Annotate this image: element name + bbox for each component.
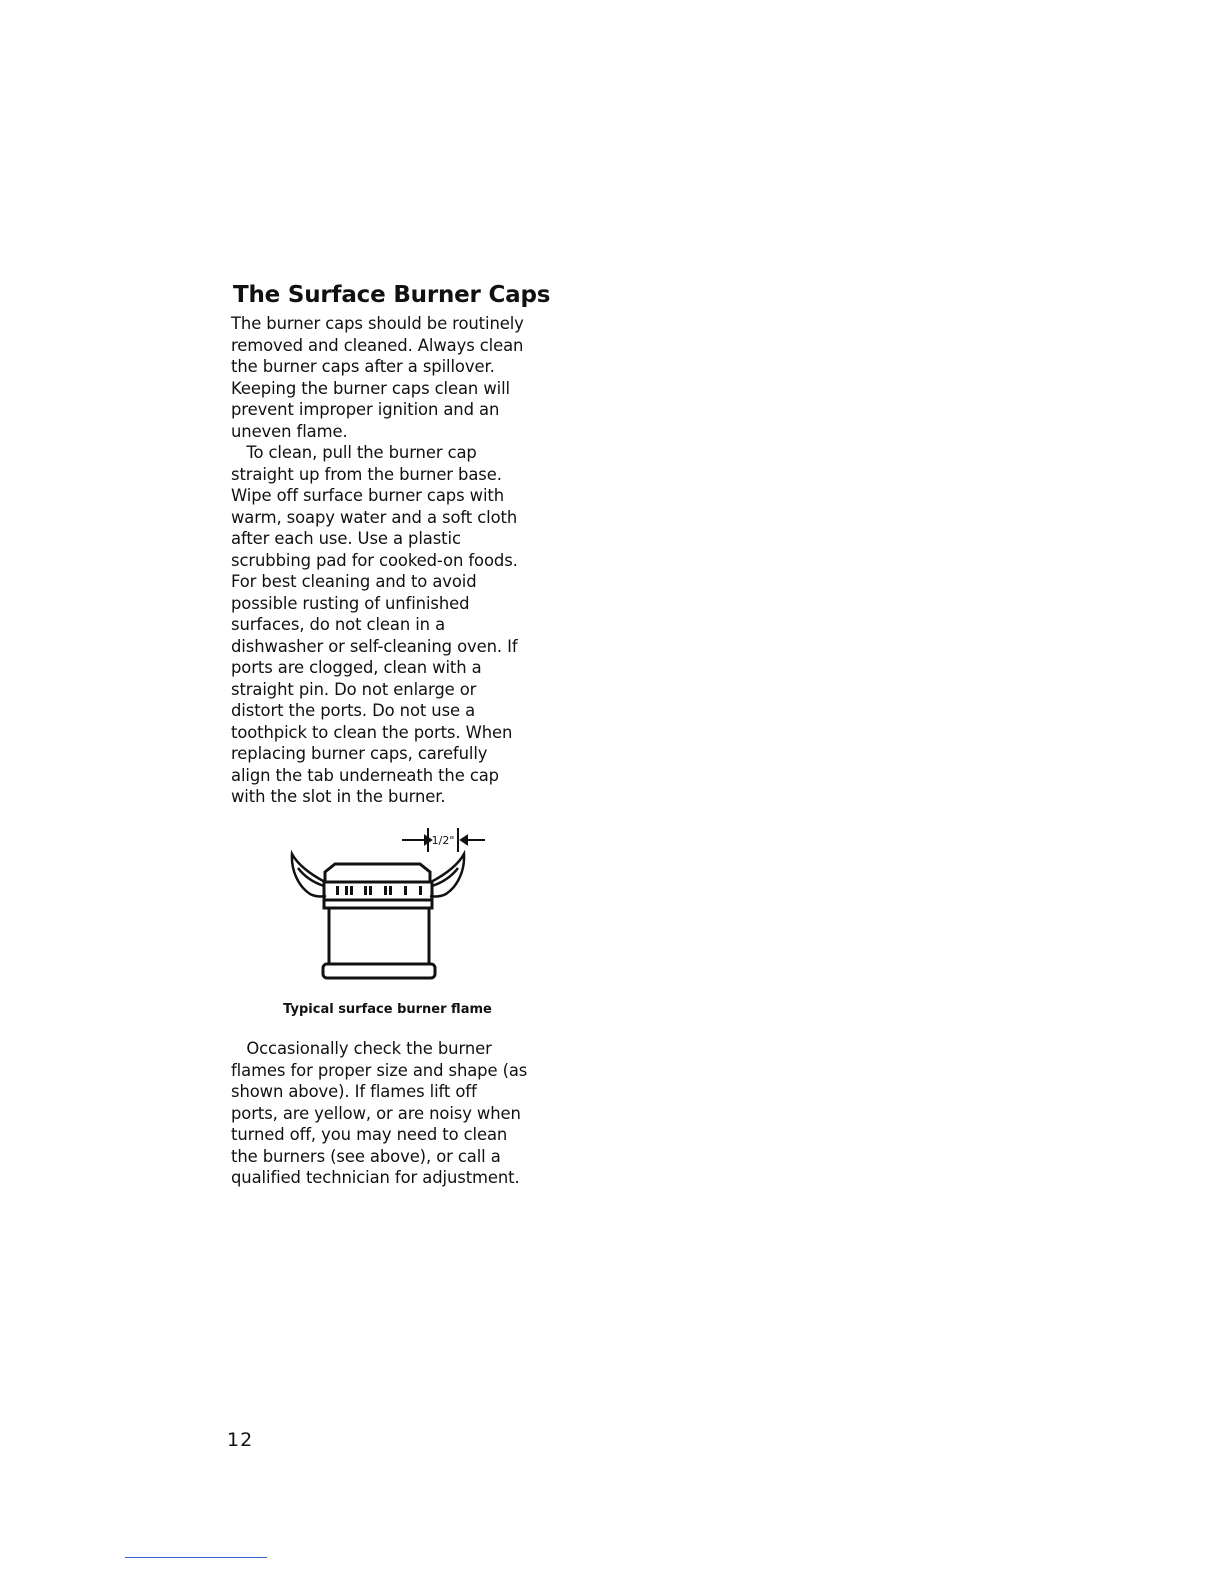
text-line: qualified technician for adjustment. [231, 1168, 520, 1187]
text-line: the burners (see above), or call a [231, 1146, 501, 1166]
burner-cap [324, 864, 432, 908]
flame-check-paragraph [231, 1038, 561, 1189]
text-line: Wipe off surface burner caps with [231, 486, 505, 505]
text-line: Occasionally check the burner [231, 1039, 492, 1058]
text-line: dishwasher or self-cleaning oven. If [231, 636, 518, 656]
text-line: The burner caps should be routinely [231, 314, 524, 333]
text-line: align the tab underneath the cap [231, 765, 499, 785]
cleaning-instructions-paragraph [231, 313, 561, 808]
footer-rule [125, 1557, 267, 1558]
dimension-marker [402, 828, 485, 852]
text-line: toothpick to clean the ports. When [231, 722, 513, 742]
text-line: flames for proper size and shape (as [231, 1060, 528, 1080]
dimension-label: 1/2" [431, 834, 455, 847]
flame-right [430, 854, 464, 897]
text-line: surfaces, do not clean in a [231, 615, 446, 634]
text-line: To clean, pull the burner cap [231, 443, 477, 462]
page-number: 12 [227, 1429, 254, 1451]
text-line: possible rusting of unfinished [231, 593, 470, 613]
text-line: uneven flame. [231, 421, 348, 441]
text-line: Keeping the burner caps clean will [231, 378, 511, 398]
text-line: For best cleaning and to avoid [231, 572, 477, 591]
figure-caption: Typical surface burner flame [283, 1002, 492, 1017]
flame-left [292, 854, 326, 897]
text-line: with the slot in the burner. [231, 787, 446, 806]
text-line: distort the ports. Do not use a [231, 701, 476, 720]
text-line: scrubbing pad for cooked-on foods. [231, 550, 518, 570]
text-line: after each use. Use a plastic [231, 529, 461, 548]
text-line: ports are clogged, clean with a [231, 658, 482, 677]
burner-flame-illustration [280, 820, 510, 995]
text-line: shown above). If flames lift off [231, 1082, 477, 1101]
text-line: straight pin. Do not enlarge or [231, 679, 477, 699]
text-line: prevent improper ignition and an [231, 400, 500, 419]
text-line: removed and cleaned. Always clean [231, 335, 524, 355]
burner-base [323, 908, 435, 978]
text-line: ports, are yellow, or are noisy when [231, 1103, 521, 1123]
text-line: straight up from the burner base. [231, 464, 502, 484]
text-line: turned off, you may need to clean [231, 1125, 508, 1144]
text-line: warm, soapy water and a soft cloth [231, 507, 518, 527]
page-title: The Surface Burner Caps [233, 282, 551, 308]
text-line: the burner caps after a spillover. [231, 357, 495, 376]
text-line: replacing burner caps, carefully [231, 744, 488, 763]
